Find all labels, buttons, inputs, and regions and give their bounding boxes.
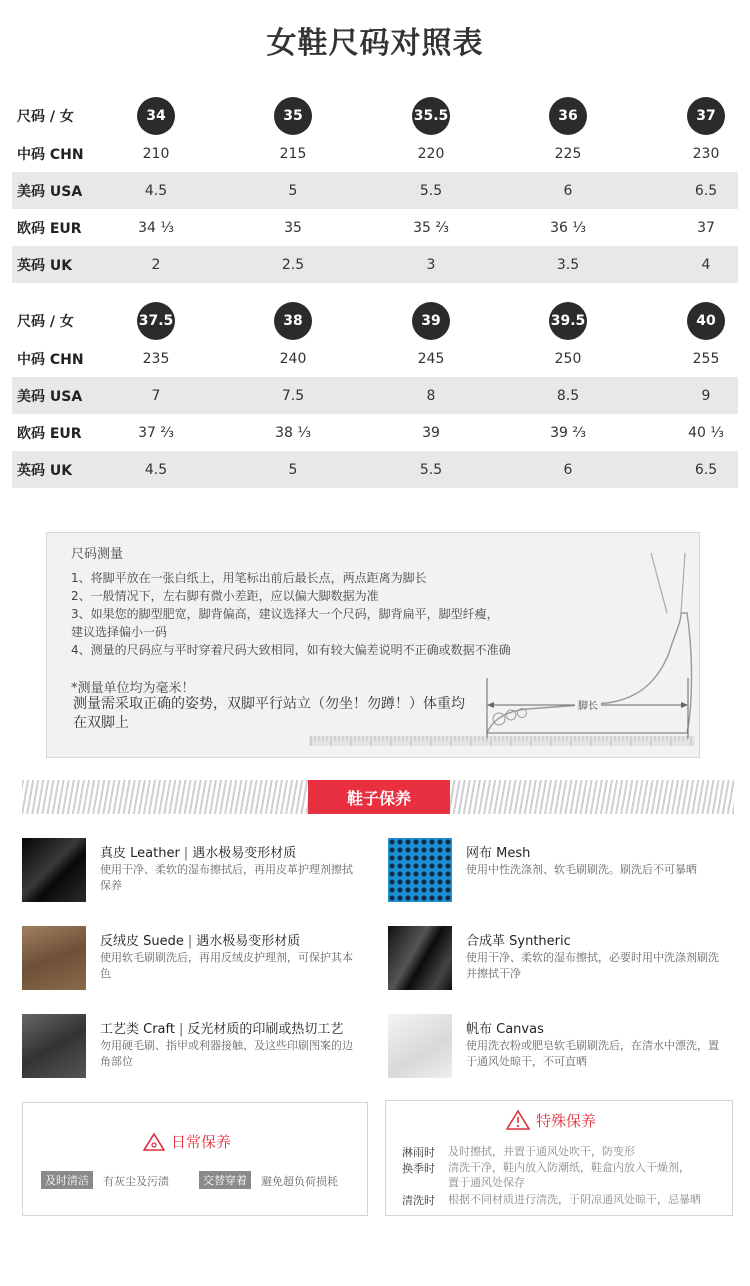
chn-row (12, 340, 738, 377)
material-desc: 使用中性洗涤剂、软毛刷刷洗。刷洗后不可暴晒 (466, 863, 697, 876)
row-label: 美码 USA (17, 183, 83, 200)
table-cell: 215 (279, 145, 307, 162)
table-cell: 5 (288, 182, 298, 199)
table-cell: 7 (151, 387, 161, 404)
size-circle: 34 (137, 97, 175, 135)
row-label: 美码 USA (17, 388, 83, 405)
material-craft: 工艺类 Craft | 反光材质的印刷或热切工艺 勿用硬毛刷、指甲或利器接触、及这些印刷图案的边角部位 (22, 1014, 372, 1084)
uk-row (12, 451, 738, 488)
care-tag: 及时清洁 (41, 1171, 93, 1189)
canvas-swatch-icon (388, 1014, 452, 1078)
care-tag: 交替穿着 (199, 1171, 251, 1189)
table-cell: 35 ⅔ (413, 219, 449, 236)
table-cell: 240 (279, 350, 307, 367)
table-cell: 40 ⅓ (688, 424, 724, 441)
size-circle: 35 (274, 97, 312, 135)
special-care-title: 特殊保养 (536, 1111, 597, 1130)
table-cell: 6.5 (694, 461, 718, 478)
table-cell: 235 (142, 350, 170, 367)
measure-line: 建议选择偏小一码 (71, 625, 168, 639)
size-row (12, 97, 738, 135)
daily-care-title: 日常保养 (171, 1133, 232, 1151)
care-text: 清洗干净，鞋内放入防潮纸，鞋盒内放入干燥剂，置于通风处保存 (448, 1161, 690, 1189)
row-label: 欧码 EUR (17, 220, 82, 237)
craft-swatch-icon (22, 1014, 86, 1078)
table-cell: 4 (701, 256, 711, 273)
material-name: 反绒皮 Suede (100, 934, 184, 949)
size-circle: 38 (274, 302, 312, 340)
material-tag: 遇水极易变形材质 (196, 934, 301, 949)
warning-icon (143, 1132, 165, 1152)
care-banner: 鞋子保养 (308, 780, 450, 814)
material-name: 帆布 Canvas (466, 1022, 544, 1037)
warning-icon (506, 1109, 530, 1131)
size-table-2 (12, 302, 738, 488)
table-cell: 4.5 (144, 461, 168, 478)
material-tag: 遇水极易变形材质 (192, 846, 297, 861)
row-label: 欧码 EUR (17, 425, 82, 442)
material-desc: 勿用硬毛刷、指甲或利器接触、及这些印刷图案的边角部位 (100, 1039, 353, 1068)
table-cell: 2 (151, 256, 161, 273)
eur-row (12, 414, 738, 451)
measure-line: 1、将脚平放在一张白纸上，用笔标出前后最长点，两点距离为脚长 (71, 571, 427, 585)
table-cell: 4.5 (144, 182, 168, 199)
suede-swatch-icon (22, 926, 86, 990)
table-cell: 225 (554, 145, 582, 162)
table-cell: 39 (422, 424, 440, 441)
table-cell: 36 ⅓ (550, 219, 586, 236)
measure-title: 尺码测量 (71, 547, 124, 562)
size-circle: 37 (687, 97, 725, 135)
usa-row (12, 172, 738, 209)
care-text: 根据不同材质进行清洗，于阴凉通风处晾干，忌暴晒 (448, 1193, 701, 1206)
size-circle: 40 (687, 302, 725, 340)
care-text: 避免超负荷损耗 (261, 1175, 338, 1188)
row-label: 尺码 / 女 (17, 109, 74, 125)
measure-posture-line: 在双脚上 (73, 715, 129, 731)
page-title: 女鞋尺码对照表 (266, 26, 484, 61)
table-cell: 38 ⅓ (275, 424, 311, 441)
eur-row (12, 209, 738, 246)
size-row (12, 302, 738, 340)
table-cell: 7.5 (281, 387, 305, 404)
table-cell: 5 (288, 461, 298, 478)
measurement-box (46, 532, 700, 758)
chn-row (12, 135, 738, 172)
size-circle: 35.5 (412, 97, 450, 135)
usa-row (12, 377, 738, 414)
measure-line: 4、测量的尺码应与平时穿着尺码大致相同，如有较大偏差说明不正确或数据不准确 (71, 643, 511, 657)
table-cell: 35 (284, 219, 302, 236)
size-circle: 36 (549, 97, 587, 135)
table-cell: 5.5 (419, 182, 443, 199)
table-cell: 250 (554, 350, 582, 367)
measure-note: *测量单位均为毫米！ (71, 681, 195, 696)
table-cell: 37 (697, 219, 715, 236)
synthetic-swatch-icon (388, 926, 452, 990)
table-cell: 39 ⅔ (550, 424, 586, 441)
care-label: 换季时 (402, 1162, 435, 1175)
row-label: 英码 UK (17, 462, 73, 479)
material-name: 真皮 Leather (100, 846, 180, 861)
size-circle: 39 (412, 302, 450, 340)
table-cell: 2.5 (281, 256, 305, 273)
table-cell: 220 (417, 145, 445, 162)
material-leather: 真皮 Leather | 遇水极易变形材质 使用干净、柔软的湿布擦拭后，再用皮革护理剂擦拭保养 (22, 838, 372, 908)
table-cell: 210 (142, 145, 170, 162)
table-cell: 6 (563, 182, 573, 199)
row-label: 中码 CHN (17, 351, 84, 368)
material-name: 工艺类 Craft (100, 1022, 175, 1037)
care-label: 淋雨时 (402, 1146, 435, 1159)
row-label: 尺码 / 女 (17, 314, 74, 330)
table-cell: 3 (426, 256, 436, 273)
table-cell: 37 ⅔ (138, 424, 174, 441)
row-label: 中码 CHN (17, 146, 84, 163)
table-cell: 230 (692, 145, 720, 162)
material-suede: 反绒皮 Suede | 遇水极易变形材质 使用软毛刷刷洗后，再用反绒皮护理剂，可保护其本色 (22, 926, 372, 996)
care-label: 清洗时 (402, 1194, 435, 1207)
table-cell: 8.5 (556, 387, 580, 404)
size-circle: 39.5 (549, 302, 587, 340)
table-cell: 6.5 (694, 182, 718, 199)
material-desc: 使用软毛刷刷洗后，再用反绒皮护理剂，可保护其本色 (100, 951, 353, 980)
size-table-1 (12, 97, 738, 283)
material-desc: 使用干净、柔软的湿布擦拭后，再用皮革护理剂擦拭保养 (100, 863, 353, 892)
material-desc: 使用干净、柔软的湿布擦拭，必要时用中洗涤剂刷洗并擦拭干净 (466, 951, 719, 980)
uk-row (12, 246, 738, 283)
foot-length-label: 脚长 (575, 697, 601, 712)
row-label: 英码 UK (17, 257, 73, 274)
table-cell: 8 (426, 387, 436, 404)
material-canvas (388, 1014, 738, 1084)
material-tag: 反光材质的印刷或热切工艺 (187, 1022, 344, 1037)
material-name: 合成革 Syntheric (466, 934, 571, 949)
daily-care-box (22, 1102, 368, 1216)
measure-line: 2、一般情况下，左右脚有微小差距，应以偏大脚数据为准 (71, 589, 379, 603)
size-circle: 37.5 (137, 302, 175, 340)
measure-line: 3、如果您的脚型肥宽，脚背偏高，建议选择大一个尺码，脚背扁平，脚型纤瘦， (71, 607, 499, 621)
table-cell: 34 ⅓ (138, 219, 174, 236)
table-cell: 6 (563, 461, 573, 478)
measure-posture-line: 测量需采取正确的姿势，双脚平行站立（勿坐！勿蹲！）体重均 (73, 696, 465, 712)
care-text: 有灰尘及污渍 (103, 1175, 169, 1188)
special-care-box (385, 1100, 733, 1216)
table-cell: 3.5 (556, 256, 580, 273)
material-desc: 使用洗衣粉或肥皂软毛刷刷洗后，在清水中漂洗，置于通风处晾干，不可直晒 (466, 1039, 719, 1068)
mesh-swatch-icon (388, 838, 452, 902)
material-name: 网布 Mesh (466, 846, 531, 861)
table-cell: 5.5 (419, 461, 443, 478)
leather-swatch-icon (22, 838, 86, 902)
material-synthetic (388, 926, 738, 996)
table-cell: 9 (701, 387, 711, 404)
care-text: 及时擦拭，并置于通风处吹干，防变形 (448, 1145, 635, 1158)
table-cell: 255 (692, 350, 720, 367)
table-cell: 245 (417, 350, 445, 367)
material-mesh (388, 838, 738, 908)
